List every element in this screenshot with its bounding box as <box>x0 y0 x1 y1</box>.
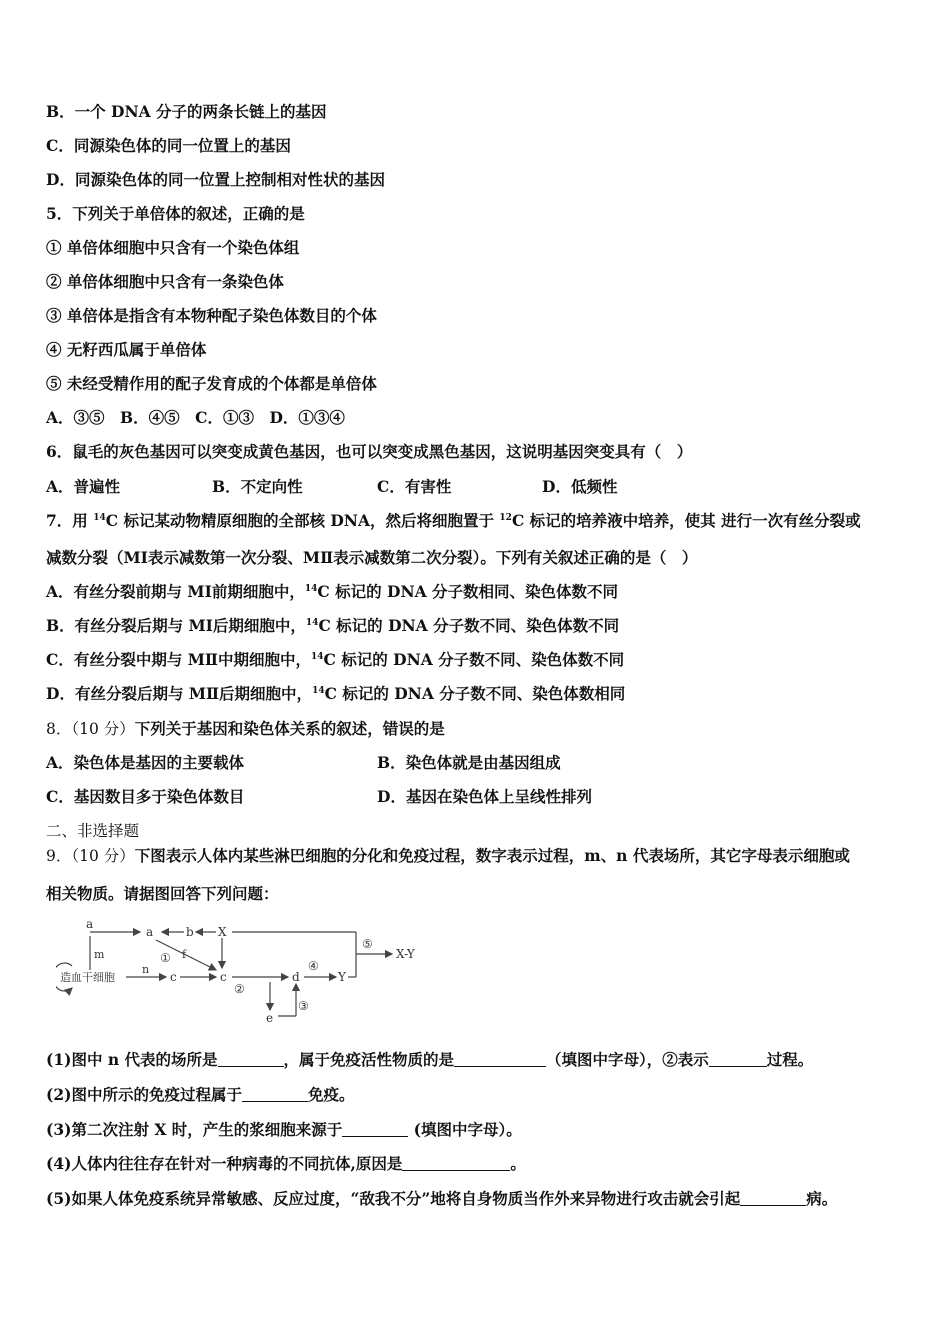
q9-p5-blank[interactable] <box>740 1191 806 1206</box>
diagram-label-c1: c <box>170 970 177 984</box>
q9-number: 9．（10 分） <box>46 847 135 865</box>
q4-option-d: D．同源染色体的同一位置上控制相对性状的基因 <box>46 170 385 189</box>
q7-option-d-pre: D．有丝分裂后期与 MⅡ后期细胞中， <box>46 684 313 703</box>
q7-option-d-sup: 14 <box>312 686 325 696</box>
q7-option-c-sup: 14 <box>310 652 324 662</box>
diagram-label-xy: X-Y <box>396 947 415 961</box>
immune-process-diagram <box>56 918 436 1028</box>
q9-part-2 <box>46 1085 354 1105</box>
q7-option-d-post: C 标记的 DNA 分子数不同、染色体数相同 <box>324 684 626 703</box>
diagram-step-5: ⑤ <box>362 937 373 951</box>
q5-item-1: ① 单倍体细胞中只含有一个染色体组 <box>46 238 300 257</box>
q7-option-a-pre: A．有丝分裂前期与 MⅠ前期细胞中， <box>46 582 305 601</box>
q5-stem: 5．下列关于单倍体的叙述，正确的是 <box>46 204 305 223</box>
q9-p1-text-c: （填图中字母），②表示 <box>546 1050 709 1069</box>
q7-option-b-post: C 标记的 DNA 分子数不同、染色体数不同 <box>318 616 620 635</box>
q9-part-5 <box>46 1189 837 1209</box>
q7-option-a-post: C 标记的 DNA 分子数相同、染色体数不同 <box>317 582 619 601</box>
q9-p5-text-a: (5)如果人体免疫系统异常敏感、反应过度，“敌我不分”地将自身物质当作外来异物进行攻击就会引起 <box>46 1189 741 1208</box>
q4-option-b: B．一个 DNA 分子的两条长链上的基因 <box>46 102 327 121</box>
q7-stem-line2: 减数分裂（MⅠ表示减数第一次分裂、MⅡ表示减数第二次分裂）。下列有关叙述正确的是（ ） <box>46 548 698 567</box>
q9-p2-blank[interactable] <box>242 1087 308 1102</box>
q5-item-5: ⑤ 未经受精作用的配子发育成的个体都是单倍体 <box>46 374 377 393</box>
q6-option-a: A．普遍性 <box>46 477 121 496</box>
q7-stem-part2: C 标记某动物精原细胞的全部核 DNA，然后将细胞置于 <box>105 511 500 530</box>
q9-p2-text-b: 免疫。 <box>307 1085 355 1104</box>
q7-option-b-pre: B．有丝分裂后期与 MⅠ后期细胞中， <box>46 616 306 635</box>
diagram-label-f: f <box>182 948 187 961</box>
q9-part-3 <box>46 1120 522 1140</box>
q7-stem-part3: C 标记的培养液中培养，使其 进行一次有丝分裂或 <box>511 511 861 530</box>
q6-stem: 6．鼠毛的灰色基因可以突变成黄色基因，也可以突变成黑色基因，这说明基因突变具有（ ） <box>46 442 693 461</box>
diagram-source-label: 造血干细胞 <box>60 971 115 984</box>
q7-option-d <box>46 684 625 704</box>
diagram-label-x: X <box>218 925 227 939</box>
q8-option-a: A．染色体是基因的主要载体 <box>46 753 245 772</box>
diagram-label-d: d <box>292 970 300 984</box>
q9-p1-blank-3[interactable] <box>709 1052 767 1067</box>
diagram-label-m-a: a <box>86 918 94 931</box>
q8-option-d: D．基因在染色体上呈线性排列 <box>377 787 592 806</box>
q7-isotope-14: 14 <box>93 513 106 523</box>
diagram-label-m: m <box>94 948 105 961</box>
q5-item-2: ② 单倍体细胞中只含有一条染色体 <box>46 272 284 291</box>
q5-item-4: ④ 无籽西瓜属于单倍体 <box>46 340 207 359</box>
q8-stem <box>46 719 445 739</box>
section-heading: 二、非选择题 <box>46 822 140 840</box>
q9-p3-text-b: (填图中字母）。 <box>408 1120 522 1139</box>
q7-option-a-sup: 14 <box>304 584 318 594</box>
q9-p1-blank-1[interactable] <box>218 1052 284 1067</box>
q6-option-c: C．有害性 <box>377 477 452 496</box>
q9-p4-text-b: 。 <box>510 1154 526 1173</box>
diagram-step-4: ④ <box>308 959 319 973</box>
q9-stem-line2: 相关物质。请据图回答下列问题： <box>46 884 279 903</box>
q9-p1-text-a: (1)图中 n 代表的场所是 <box>46 1050 218 1069</box>
q9-p3-text-a: (3)第二次注射 X 时，产生的浆细胞来源于 <box>46 1120 343 1139</box>
q9-p4-text-a: (4)人体内往往存在针对一种病毒的不同抗体,原因是 <box>46 1154 403 1173</box>
q9-p5-text-b: 病。 <box>806 1189 838 1208</box>
q4-option-c: C．同源染色体的同一位置上的基因 <box>46 136 291 155</box>
diagram-label-c2: c <box>220 970 227 984</box>
q9-p2-text-a: (2)图中所示的免疫过程属于 <box>46 1085 242 1104</box>
q9-stem-line1 <box>46 846 850 866</box>
diagram-label-b: b <box>186 925 194 939</box>
q8-option-b: B．染色体就是由基因组成 <box>377 753 561 772</box>
diagram-step-1: ① <box>160 951 171 965</box>
q7-option-b <box>46 616 619 636</box>
q7-stem-line1 <box>46 511 861 531</box>
q5-item-3: ③ 单倍体是指含有本物种配子染色体数目的个体 <box>46 306 377 325</box>
q9-part-1 <box>46 1050 813 1070</box>
diagram-step-3: ③ <box>298 999 309 1013</box>
diagram-label-a: a <box>146 925 154 939</box>
diagram-step-2: ② <box>234 982 245 996</box>
q7-option-c-post: C 标记的 DNA 分子数不同、染色体数不同 <box>323 650 625 669</box>
q7-stem-part1: 用 <box>72 511 94 530</box>
q8-stem-text: 下列关于基因和染色体关系的叙述，错误的是 <box>134 719 445 738</box>
q9-p1-text-d: 过程。 <box>766 1050 814 1069</box>
diagram-label-e: e <box>266 1011 274 1025</box>
q7-option-c-pre: C．有丝分裂中期与 MⅡ中期细胞中， <box>46 650 311 669</box>
q9-stem-text: 下图表示人体内某些淋巴细胞的分化和免疫过程，数字表示过程，m、n 代表场所，其它字母表示细胞或 <box>134 846 850 865</box>
q5-options: A．③⑤ B．④⑤ C．①③ D．①③④ <box>46 408 345 427</box>
diagram-label-y: Y <box>338 970 346 984</box>
q8-number: 8．（10 分） <box>46 720 135 738</box>
q7-option-b-sup: 14 <box>305 618 319 628</box>
q7-option-c <box>46 650 624 670</box>
q9-p4-blank[interactable] <box>402 1156 510 1171</box>
diagram-label-n: n <box>142 963 150 976</box>
q9-p3-blank[interactable] <box>342 1122 408 1137</box>
q9-p1-blank-2[interactable] <box>454 1052 546 1067</box>
q8-option-c: C．基因数目多于染色体数目 <box>46 787 245 806</box>
q6-option-d: D．低频性 <box>542 477 618 496</box>
q9-p1-text-b: ，属于免疫活性物质的是 <box>283 1050 455 1069</box>
q9-part-4 <box>46 1154 526 1174</box>
q6-option-b: B．不定向性 <box>212 477 303 496</box>
q7-number: 7． <box>46 511 73 530</box>
q7-isotope-12: 12 <box>499 513 512 523</box>
q7-option-a <box>46 582 618 602</box>
